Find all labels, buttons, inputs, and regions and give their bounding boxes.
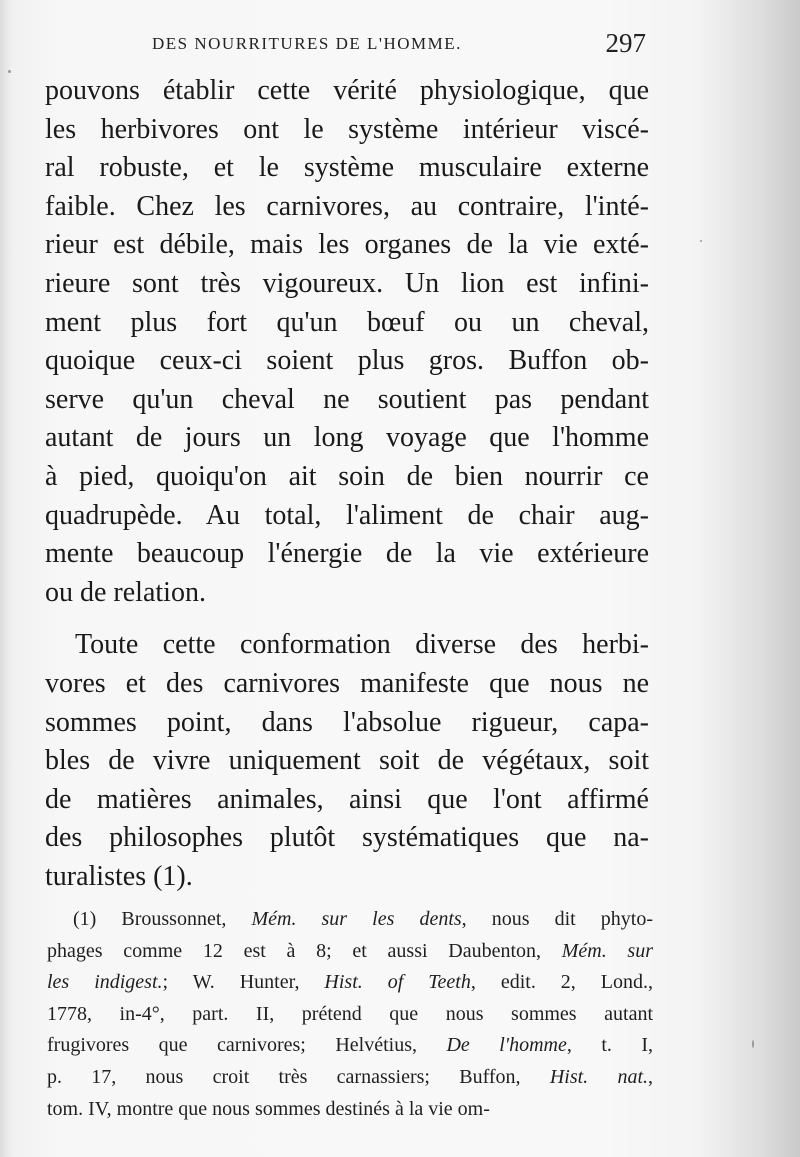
text-line: turalistes (1).: [45, 860, 193, 892]
footnote-text: phages comme 12 est à 8; et aussi Daubenton,: [47, 939, 562, 962]
footnote-citation-italic: les indigest.: [47, 971, 163, 994]
text-line: Toute cette conformation diverse des herbi-: [75, 629, 649, 661]
footnote-line: [47, 904, 653, 936]
footnote-line: [47, 1062, 653, 1094]
page-number: 297: [605, 28, 646, 58]
paragraph-2: [45, 626, 649, 896]
footnote-line: [47, 1030, 653, 1062]
text-line: à pied, quoiqu'on ait soin de bien nourrir ce: [45, 460, 649, 492]
text-line: ral robuste, et le système musculaire externe: [45, 152, 649, 184]
footnote-line: [47, 936, 653, 968]
footnote-citation-italic: Mém. sur: [561, 939, 654, 962]
footnote-line: [47, 1094, 653, 1126]
text-line: bles de vivre uniquement soit de végétaux, soit: [45, 745, 649, 777]
paper-speck: [700, 240, 702, 242]
text-line: ment plus fort qu'un bœuf ou un cheval,: [45, 306, 649, 338]
footnote-text: ; W. Hunter,: [162, 971, 325, 994]
footnote-text: (1) Broussonnet,: [73, 908, 252, 930]
footnote-citation-italic: Hist. nat.: [549, 1065, 648, 1088]
text-line: vores et des carnivores manifeste que nous ne: [45, 667, 649, 699]
footnote-text: 1778, in-4°, part. II, prétend que nous sommes autant: [47, 1002, 653, 1025]
footnote-text: frugivores que carnivores; Helvétius,: [47, 1034, 447, 1057]
footnote-text: , t. I,: [566, 1034, 653, 1057]
paper-speck: [8, 70, 11, 73]
paper-speck: [752, 1040, 754, 1048]
footnote: [47, 904, 653, 1125]
text-line: rieure sont très vigoureux. Un lion est infini-: [45, 267, 649, 299]
footnote-citation-italic: Mém. sur les dents: [251, 908, 462, 930]
text-line: faible. Chez les carnivores, au contraire, l'inté-: [45, 190, 649, 222]
text-line: pouvons établir cette vérité physiologique, que: [45, 75, 649, 106]
footnote-text: ,: [648, 1065, 653, 1088]
text-line: quadrupède. Au total, l'aliment de chair aug-: [45, 499, 649, 531]
footnote-citation-italic: De l'homme: [446, 1034, 567, 1057]
text-line: de matières animales, ainsi que l'ont affirmé: [45, 783, 649, 815]
text-line: rieur est débile, mais les organes de la vie exté-: [45, 229, 649, 261]
text-line: mente beaucoup l'énergie de la vie extérieure: [45, 538, 649, 570]
paragraph-1: [45, 72, 649, 612]
footnote-text: , edit. 2, Lond.,: [470, 971, 653, 994]
footnote-line: [47, 967, 653, 999]
main-text: [45, 72, 649, 896]
footnote-citation-italic: Hist. of Teeth: [324, 971, 471, 994]
footnote-text: p. 17, nous croit très carnassiers; Buffon,: [47, 1065, 550, 1088]
footnote-text: tom. IV, montre que nous sommes destinés à la vie om-: [47, 1097, 490, 1120]
text-line: serve qu'un cheval ne soutient pas pendant: [45, 383, 649, 415]
page-header: [152, 30, 652, 60]
text-line: les herbivores ont le système intérieur viscé-: [45, 113, 649, 145]
text-line: sommes point, dans l'absolue rigueur, capa-: [45, 706, 649, 738]
text-line: quoique ceux-ci soient plus gros. Buffon ob-: [45, 345, 649, 377]
paragraph-gap: [45, 612, 649, 626]
text-line: ou de relation.: [45, 576, 206, 608]
running-head: DES NOURRITURES DE L'HOMME.: [152, 34, 462, 53]
text-line: autant de jours un long voyage que l'homme: [45, 422, 649, 454]
footnote-text: , nous dit phyto-: [461, 908, 653, 930]
text-line: des philosophes plutôt systématiques que na-: [45, 822, 649, 854]
footnote-line: [47, 999, 653, 1031]
